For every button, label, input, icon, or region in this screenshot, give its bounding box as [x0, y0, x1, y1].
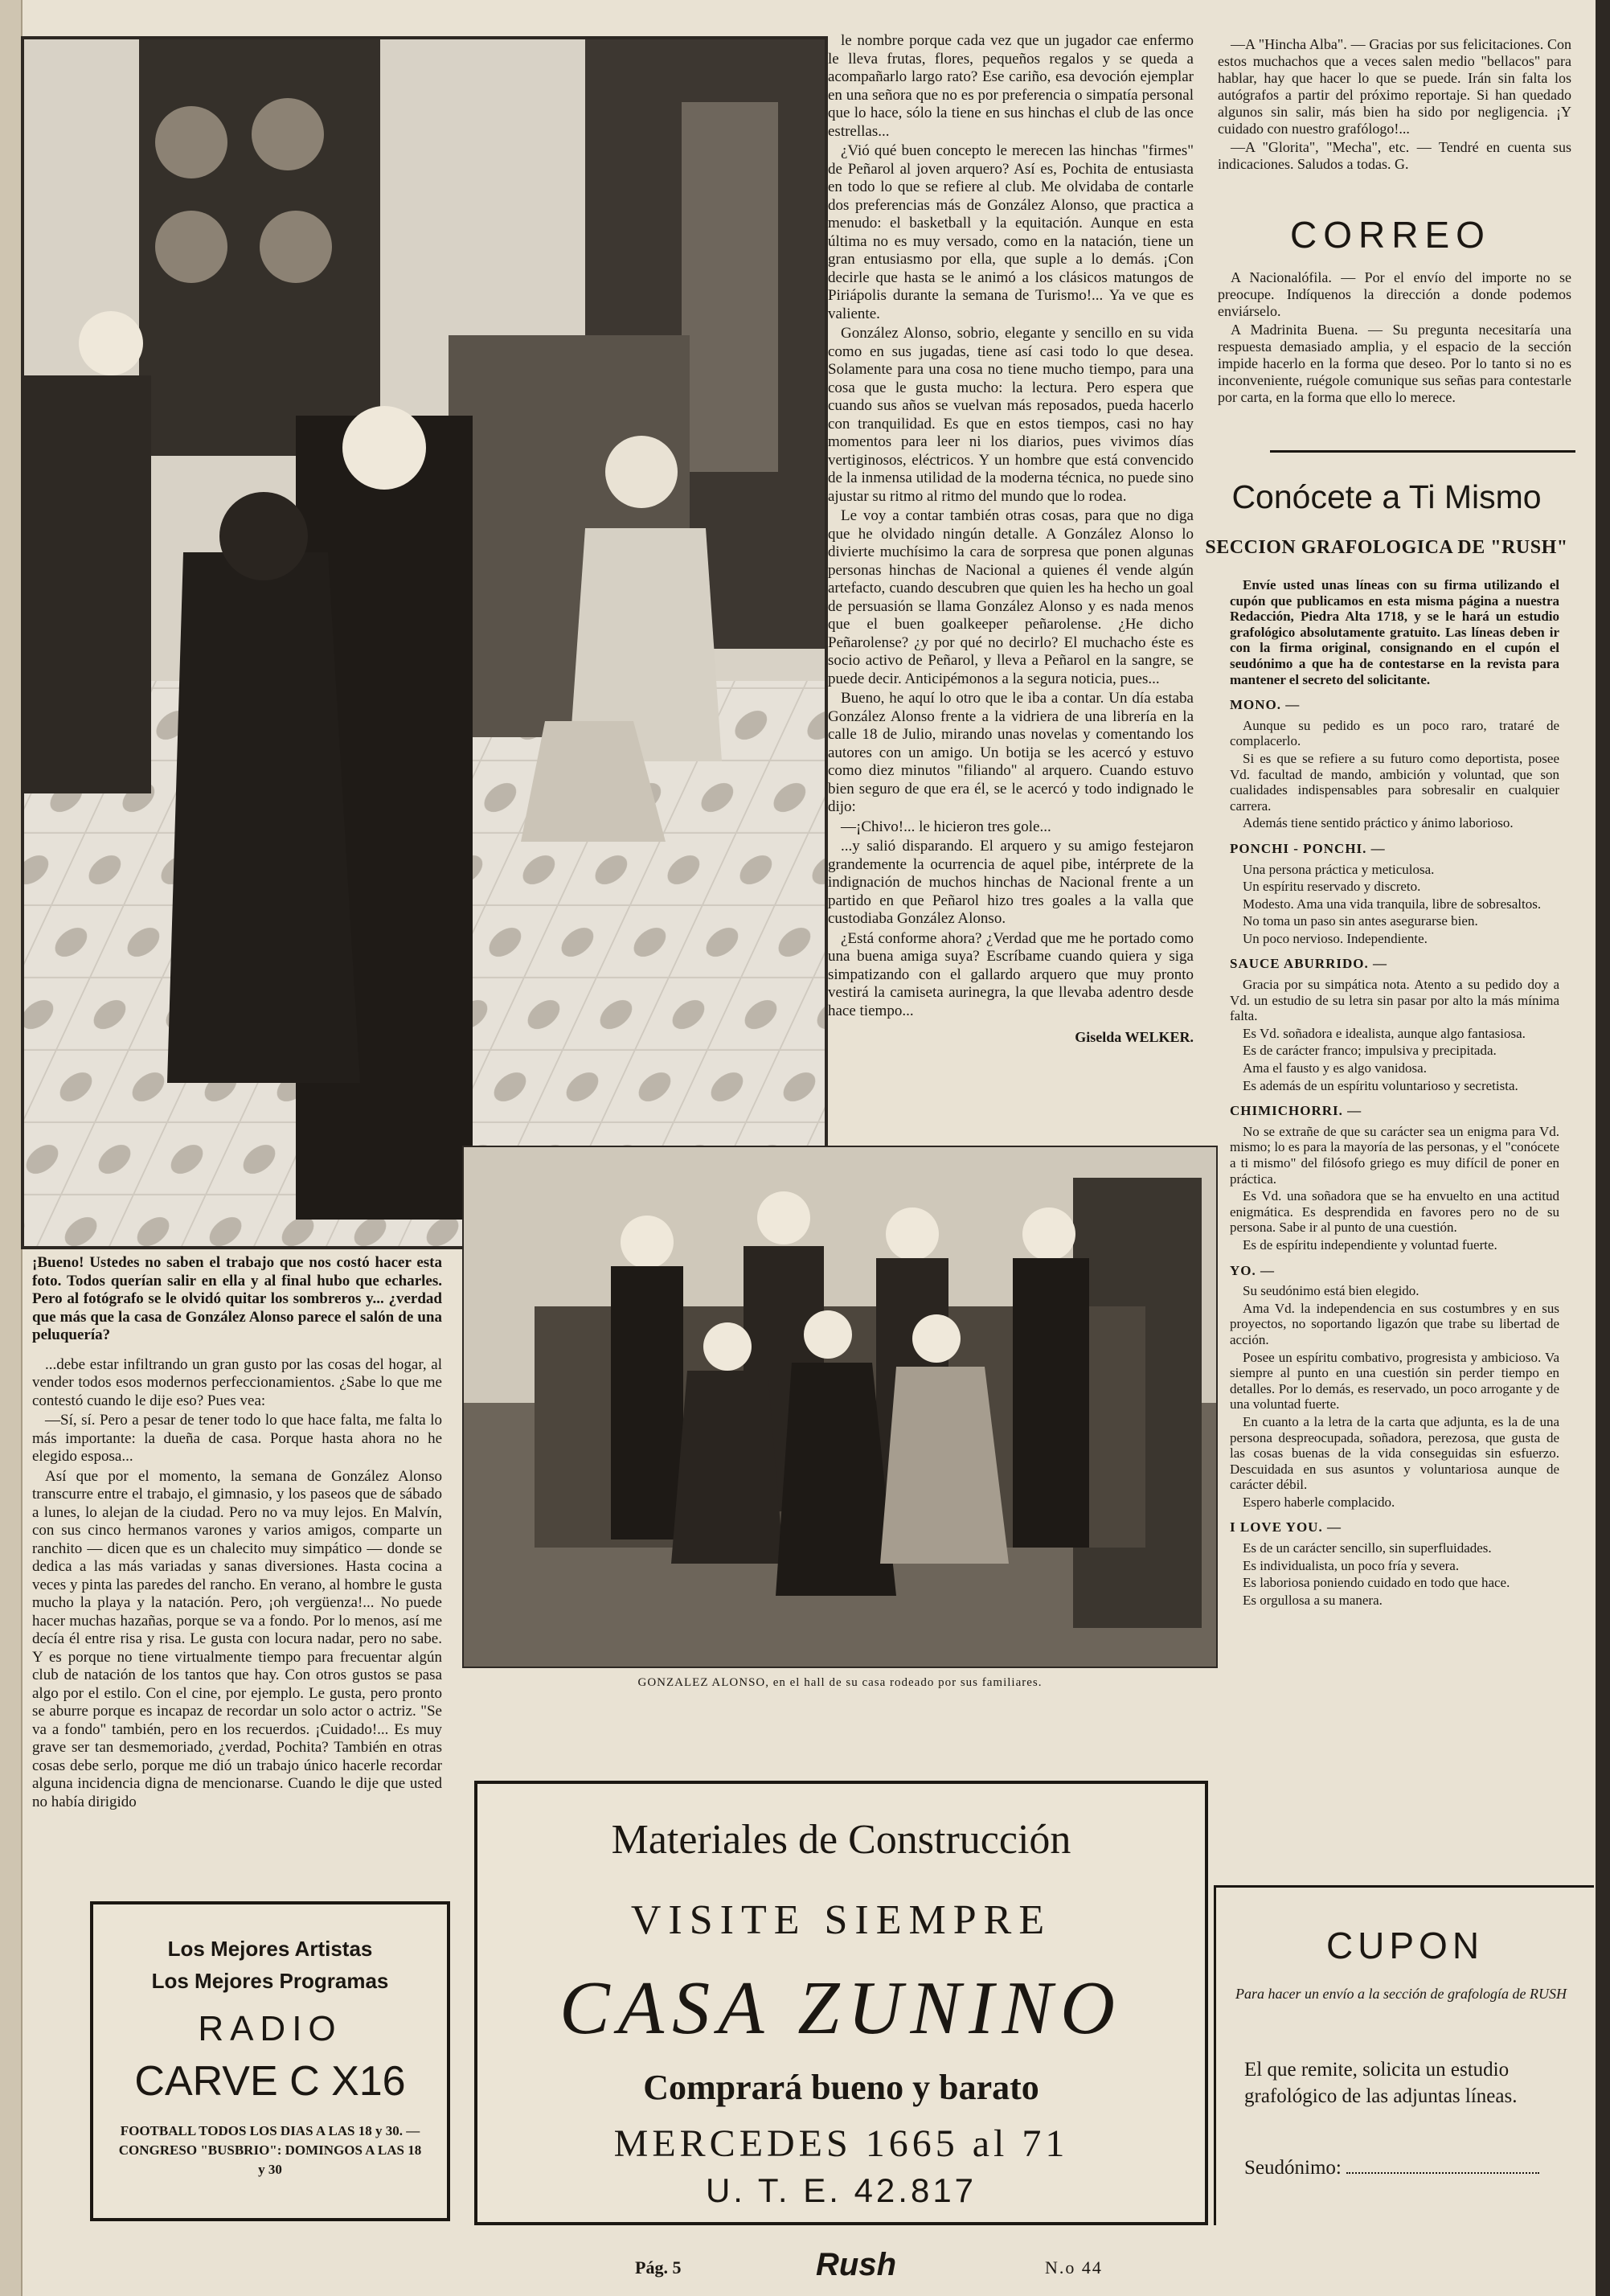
entry-line: Si es que se refiere a su futuro como deportista, posee Vd. facultad de mando, ambición y voluntad, que son cualidades indispensables para sobresalir en cualquier carrera. — [1230, 750, 1559, 814]
entry-line: Modesto. Ama una vida tranquila, libre de sobresaltos. — [1243, 896, 1542, 912]
ad-line: VISITE SIEMPRE — [630, 1897, 1052, 1943]
ad-line: U. T. E. 42.817 — [705, 2171, 977, 2209]
entry-line: Un poco nervioso. Independiente. — [1243, 930, 1428, 946]
entry-name: PONCHI - PONCHI. — — [1230, 840, 1386, 856]
divider — [1270, 450, 1575, 453]
ad-line: Los Mejores Programas — [151, 1969, 389, 1993]
brand-logo: Rush — [816, 2247, 896, 2282]
cupon-form — [1214, 1885, 1594, 2225]
entry-line: Espero haberle complacido. — [1243, 1494, 1395, 1510]
entry-name: SAUCE ABURRIDO. — — [1230, 956, 1387, 972]
entry-name: I LOVE YOU. — — [1230, 1519, 1342, 1535]
ad-line: Los Mejores Artistas — [167, 1937, 373, 1961]
entry-name: MONO. — — [1230, 697, 1301, 713]
paragraph: González Alonso, sobrio, elegante y sencillo en su vida como en sus jugadas, tiene así casi todo lo que desea. Solamente para una cosa no tiene mucho tiempo, para una cosa que le gusta mucho: la lectura. Pero espera que cuando sus años se vuelvan más reposados, pueda hacerlo con tranquilidad. Es que en estos tiempos, casi no hay momentos para leer ni los diarios, pues vivimos días vertiginosos, eléctricos. Y un hombre que está convencido de la inmensa utilidad de la moderna técnica, no puede sino ajustar su ritmo al ritmo del mundo que lo rodea. — [828, 325, 1194, 505]
entry-line: Es de carácter franco; impulsiva y precipitada. — [1243, 1043, 1497, 1059]
paragraph: ...debe estar infiltrando un gran gusto por las cosas del hogar, al vender todos esos modernos perfeccionamientos. ¿Sabe lo que me contestó cuando le dije eso? Pues vea: — [32, 1355, 442, 1409]
paragraph: —¡Chivo!... le hicieron tres gole... — [841, 818, 1051, 835]
article-column-2 — [828, 32, 1194, 1048]
entry-line: Es además de un espíritu voluntarioso y secretista. — [1243, 1077, 1518, 1093]
paragraph: Así que por el momento, la semana de González Alonso transcurre entre el trabajo, el gimnasio, y los paseos que de sábado a lunes, lo alejan de la ciudad. Pero no va muy lejos. En Malvín, con sus cinco hermanos varones y varios amigos, comparte un ranchito — dicen que es un chalecito muy simpático — donde se dedica a las más variadas y sanas diversiones. Hasta cocina a veces y pinta las paredes del rancho. En verano, al hombre le gusta mucho la playa y la natación. Pero, ¡oh vergüenza!... No puede hacer muchas hazañas, porque se va a fondo. Por lo menos, así me decía él entre risa y risa. Le gusta con locura nadar, pero no sabe. Y es porque no tiene virtualmente tiempo para frecuentar algún club de natación de los tantos que hay. Con otros gustos se pasa algo por el estilo. Con el cine, por ejemplo. Le gusta, pero pronto se aburre porque es incapaz de recordar un solo actor o actriz. "Se va a fondo" también, pero en los recuerdos. ¡Cuidado!... Es muy grave ser tan desmemoriado, ¿verdad, Pochita? También en otras cosas debe serlo, porque me dió un trabajo único hacerle recordar alguna incidencia digna de mencionarse. Cuando le dije que usted no había dirigido — [32, 1467, 442, 1810]
paragraph: A Madrinita Buena. — Su pregunta necesitaría una respuesta demasiado amplia, y el espacio de la sección impide hacerlo en la forma que deseo. Por lo tanto si no es inconveniente, ruégole comunique sus señas para contestarle por carta, en la forma que ello lo merece. — [1218, 322, 1571, 405]
entry-line: No se extrañe de que su carácter sea un enigma para Vd. mismo; lo es para la mayoría de las personas, y el "conócete a ti mismo" del filósofo griego es muy difícil de poner en práctica. — [1230, 1123, 1559, 1187]
entry-name: YO. — — [1230, 1262, 1275, 1278]
entry-line: Una persona práctica y meticulosa. — [1243, 861, 1435, 877]
entry-line: Es Vd. soñadora e idealista, aunque algo fantasiosa. — [1243, 1025, 1526, 1041]
photo-family-group — [462, 1146, 1218, 1700]
grafologia-subheading: SECCION GRAFOLOGICA DE "RUSH" — [1205, 537, 1568, 558]
ad-line: CARVE C X16 — [134, 2058, 406, 2105]
correo-heading: CORREO — [1290, 214, 1491, 256]
grafologia-body — [1230, 577, 1559, 1609]
ad-line: CASA ZUNINO — [559, 1966, 1124, 2050]
zunino-advertisement — [474, 1781, 1208, 2225]
entry-line: Un espíritu reservado y discreto. — [1243, 879, 1421, 895]
pseudonym-input-line[interactable] — [1346, 2172, 1539, 2174]
author-signature: Giselda WELKER. — [1075, 1029, 1194, 1045]
entry-line: Aunque su pedido es un poco raro, trataré de complacerlo. — [1230, 717, 1559, 749]
entry-line: Es orgullosa a su manera. — [1243, 1592, 1383, 1608]
entry-line: Es laboriosa poniendo cuidado en todo que hace. — [1243, 1575, 1510, 1591]
ad-line: Materiales de Construcción — [611, 1817, 1071, 1863]
paragraph: ¿Vió qué buen concepto le merecen las hinchas "firmes" de Peñarol al joven arquero? Así es, Pochita de entusiasta en todo lo que se refiere al club. Me olvidaba de contarle dos preferencias más de González Alonso, que practica a menudo: el basketball y la equitación. Aunque en esta última no es muy versado, como en la natación, tiene un gran entusiasmo por ella, que suple a lo demás. ¡Con decirle que hasta se le animó a los clásicos matungos de Piriápolis durante la semana de Turismo!... Ya ve que es valiente. — [828, 142, 1194, 322]
entry-line: Además tiene sentido práctico y ánimo laborioso. — [1243, 815, 1514, 831]
ad-line: FOOTBALL TODOS LOS DIAS A LAS 18 y 30. — CONGRESO "BUSBRIO": DOMINGOS A LAS 18 y 30 — [118, 2123, 422, 2177]
paragraph: le nombre porque cada vez que un jugador cae enfermo le lleva frutas, flores, pequeños regalos y se queda a acompañarlo largo rato? Ese cariño, esa devoción ejemplar en una señora que no es por preferencia o simpatía personal que lo hace, sólo la tiene en sus hinchas el club de las once estrellas... — [828, 32, 1194, 140]
entry-line: Es de un carácter sencillo, sin superfluidades. — [1243, 1540, 1492, 1556]
entry-line: Ama Vd. la independencia en sus costumbres y en sus proyectos, no soportando ligazón que trabe su libertad de acción. — [1230, 1300, 1559, 1347]
photo-caption-bold: ¡Bueno! Ustedes no saben el trabajo que nos costó hacer esta foto. Todos querían salir en ella y al final hubo que echarles. Pero al fotógrafo se le olvidó quitar los sombreros y... ¿verdad que más que la casa de González Alonso parece el salón de una peluquería? — [32, 1254, 442, 1343]
correo-top — [1218, 36, 1571, 174]
correo-items — [1218, 269, 1571, 408]
cupon-heading: CUPON — [1325, 1925, 1485, 1966]
entry-line: En cuanto a la letra de la carta que adjunta, es la de una persona despreocupada, soñadora, perezosa, que gusta de las cosas buenas de la vida conseguidas sin esfuerzo. Descuidada en sus asuntos y voluntariosa aunque de carácter débil. — [1230, 1413, 1559, 1493]
intro-text: Envíe usted unas líneas con su firma utilizando el cupón que publicamos en esta misma página a nuestra Redacción, Piedra Alta 1718, y se le hará un estudio grafológico absolutamente gratuito. Las líneas deben ir con la firma original, consignando en el cupón el seudónimo a que ha de contestarse en la revista para mantener el secreto del solicitante. — [1230, 577, 1559, 687]
entry-line: Posee un espíritu combativo, progresista y ambicioso. Va siempre al punto en una cuestión sin perder tiempo en detalles. Por lo demás, es reservado, un poco arrogante y de una voluntad fuerte. — [1230, 1349, 1559, 1412]
paragraph: A Nacionalófila. — Por el envío del importe no se preocupe. Indíquenos la dirección a donde podemos enviárselo. — [1218, 269, 1571, 319]
paragraph: ¿Está conforme ahora? ¿Verdad que me he portado como una buena amiga suya? Escríbame cuando quiera y siga simpatizando con el gallardo arquero que muy pronto vestirá la camiseta aurinegra, la que llevaba adentro desde hace tiempo... — [828, 929, 1194, 1019]
grafologia-heading: Conócete a Ti Mismo — [1231, 478, 1542, 515]
cupon-instructions: Para hacer un envío a la sección de grafología de RUSH — [1235, 1986, 1567, 2002]
article-column-1 — [32, 1254, 442, 1813]
entry-line: Su seudónimo está bien elegido. — [1243, 1283, 1420, 1299]
photo-dancing-couple — [21, 36, 828, 1249]
pseudonym-field[interactable] — [1244, 2157, 1539, 2179]
pseudonym-label: Seudónimo: — [1244, 2157, 1342, 2179]
entry-line: No toma un paso sin antes asegurarse bien. — [1243, 913, 1478, 929]
paragraph: —A "Hincha Alba". — Gracias por sus felicitaciones. Con estos muchachos que a veces salen medio "bellacos" para hablar, hay que hacer lo que se puede. Irán sin falta los autógrafos a partir del próximo reportaje. Si han quedado algunos sin salir, más bien ha sido por negligencia. ¡Y cuidado con nuestro grafólogo!... — [1218, 36, 1571, 137]
entry-line: Es individualista, un poco fría y severa. — [1243, 1557, 1460, 1573]
entry-line: Gracia por su simpática nota. Atento a su pedido doy a Vd. un estudio de su letra sin pasar por alto la más mínima falta. — [1230, 977, 1559, 1024]
ad-line: MERCEDES 1665 al 71 — [613, 2122, 1069, 2165]
page-number: Pág. 5 — [635, 2257, 682, 2278]
issue-number: N.o 44 — [1045, 2257, 1103, 2278]
cupon-body: El que remite, solicita un estudio grafológico de las adjuntas líneas. — [1244, 2059, 1518, 2107]
entry-line: Es Vd. una soñadora que se ha envuelto en una actitud enigmática. Es desprendida en favores pero no de su persona. Sabe ir al punto de una cuestión. — [1230, 1188, 1559, 1236]
paragraph: —Sí, sí. Pero a pesar de tener todo lo que hace falta, me falta lo más importante: la dueña de casa. Porque hasta ahora no he elegido esposa... — [32, 1412, 442, 1465]
page-edge — [1596, 0, 1610, 2296]
binding-strip — [0, 0, 23, 2296]
photo-caption: GONZALEZ ALONSO, en el hall de su casa rodeado por sus familiares. — [637, 1676, 1043, 1689]
paragraph: ...y salió disparando. El arquero y su amigo festejaron grandemente la ocurrencia de aquel pibe, intérprete de la indignación de muchos hinchas de Nacional frente a un partido en que Peñarol hizo tres goales a la valla que custodiaba González Alonso. — [828, 838, 1194, 927]
ad-line: RADIO — [198, 2009, 342, 2048]
paragraph: Bueno, he aquí lo otro que le iba a contar. Un día estaba González Alonso frente a la vidriera de una librería en la calle 18 de Julio, mirando unas novelas y comentando los autores con un amigo. Un botija se les acercó y estuvo como diez minutos "filiando" al arquero. Cuando estuvo bien seguro de que era él, se le acercó y todo indignado le dijo: — [828, 690, 1194, 815]
entry-line: Ama el fausto y es algo vanidosa. — [1243, 1060, 1427, 1076]
entry-name: CHIMICHORRI. — — [1230, 1103, 1362, 1119]
ad-line: Comprará bueno y barato — [643, 2068, 1039, 2107]
entry-line: Es de espíritu independiente y voluntad fuerte. — [1243, 1236, 1497, 1253]
paragraph: Le voy a contar también otras cosas, para que no diga que he olvidado ningún detalle. A González Alonso lo divierte muchísimo la cara de sorpresa que ponen algunas personas hinchas de Nacional a quienes él vende algún artefacto, cuando descubren que quien les ha hecho un goal de persuasión se llama González Alonso y es nada menos que el buen goalkeeper peñarolense. ¿He dicho Peñarolense? ¿y por qué no decirlo? El muchacho éste es socio activo de Peñarol, y lleva a Peñarol en la sangre, se puede decir. Anticipémonos a la segura noticia, pues... — [828, 507, 1194, 687]
paragraph: —A "Glorita", "Mecha", etc. — Tendré en cuenta sus indicaciones. Saludos a todas. G. — [1218, 139, 1571, 172]
radio-advertisement — [90, 1901, 450, 2221]
